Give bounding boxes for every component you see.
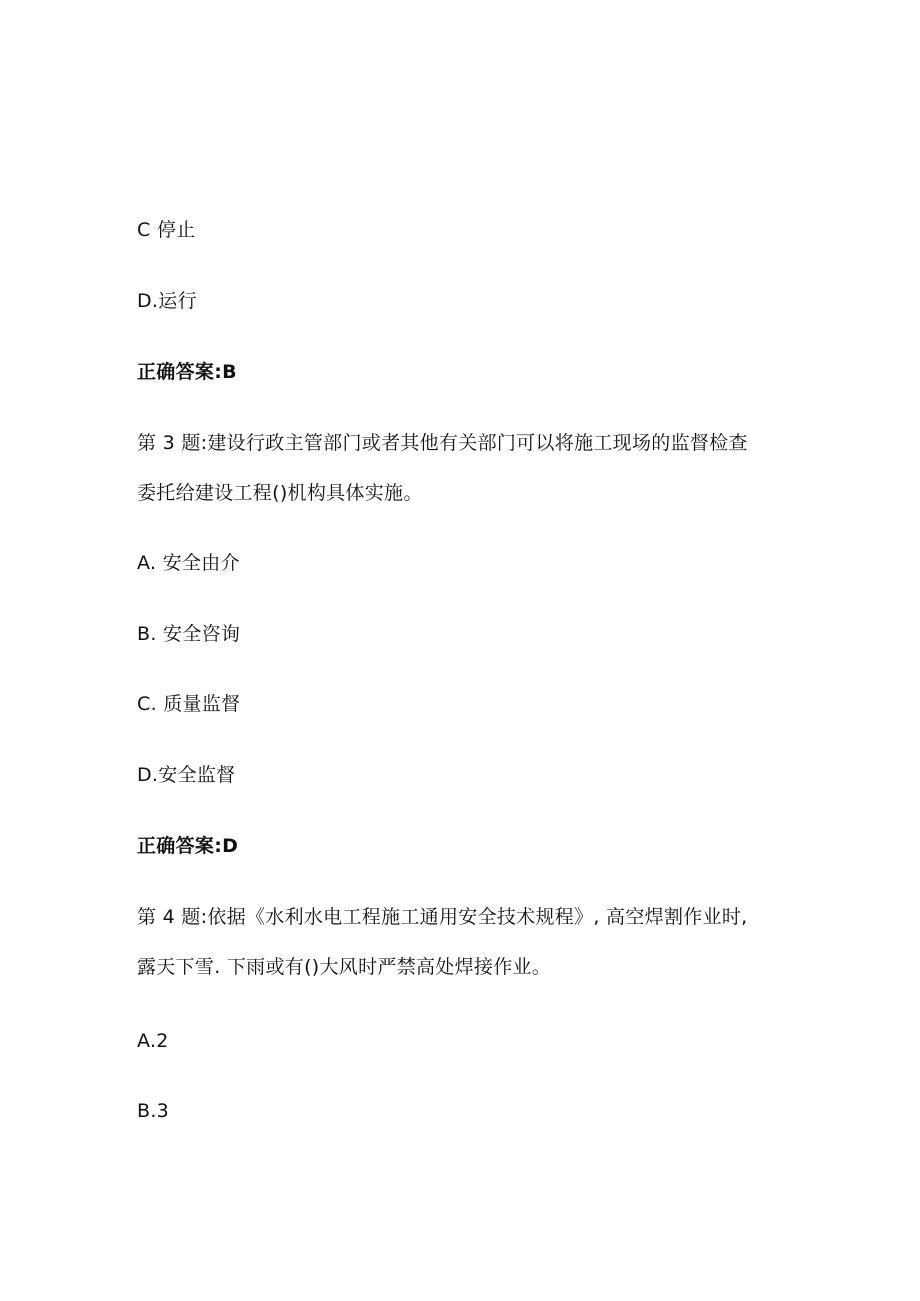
answer-prev: 正确答案:B	[137, 361, 237, 383]
question-3-option-c: C. 质量监督	[137, 693, 241, 715]
question-3-option-d: D.安全监督	[137, 764, 236, 786]
question-4-option-a: A.2	[137, 1030, 169, 1052]
question-4-option-b: B.3	[137, 1100, 170, 1122]
question-3-option-b: B. 安全咨询	[137, 623, 241, 645]
question-4-stem-line1: 第 4 题:依据《水利水电工程施工通用安全技术规程》, 高空焊割作业时,	[137, 906, 748, 928]
option-d-prev: D.运行	[137, 290, 197, 312]
option-c-prev: C 停止	[137, 219, 196, 241]
question-3-stem-line1: 第 3 题:建设行政主管部门或者其他有关部门可以将施工现场的监督检查	[137, 432, 748, 454]
question-3-option-a: A. 安全由介	[137, 552, 240, 574]
question-4-stem-line2: 露天下雪. 下雨或有()大风时严禁高处焊接作业。	[137, 956, 552, 978]
question-3-answer: 正确答案:D	[137, 835, 239, 857]
question-3-stem-line2: 委托给建设工程()机构具体实施。	[137, 482, 423, 504]
